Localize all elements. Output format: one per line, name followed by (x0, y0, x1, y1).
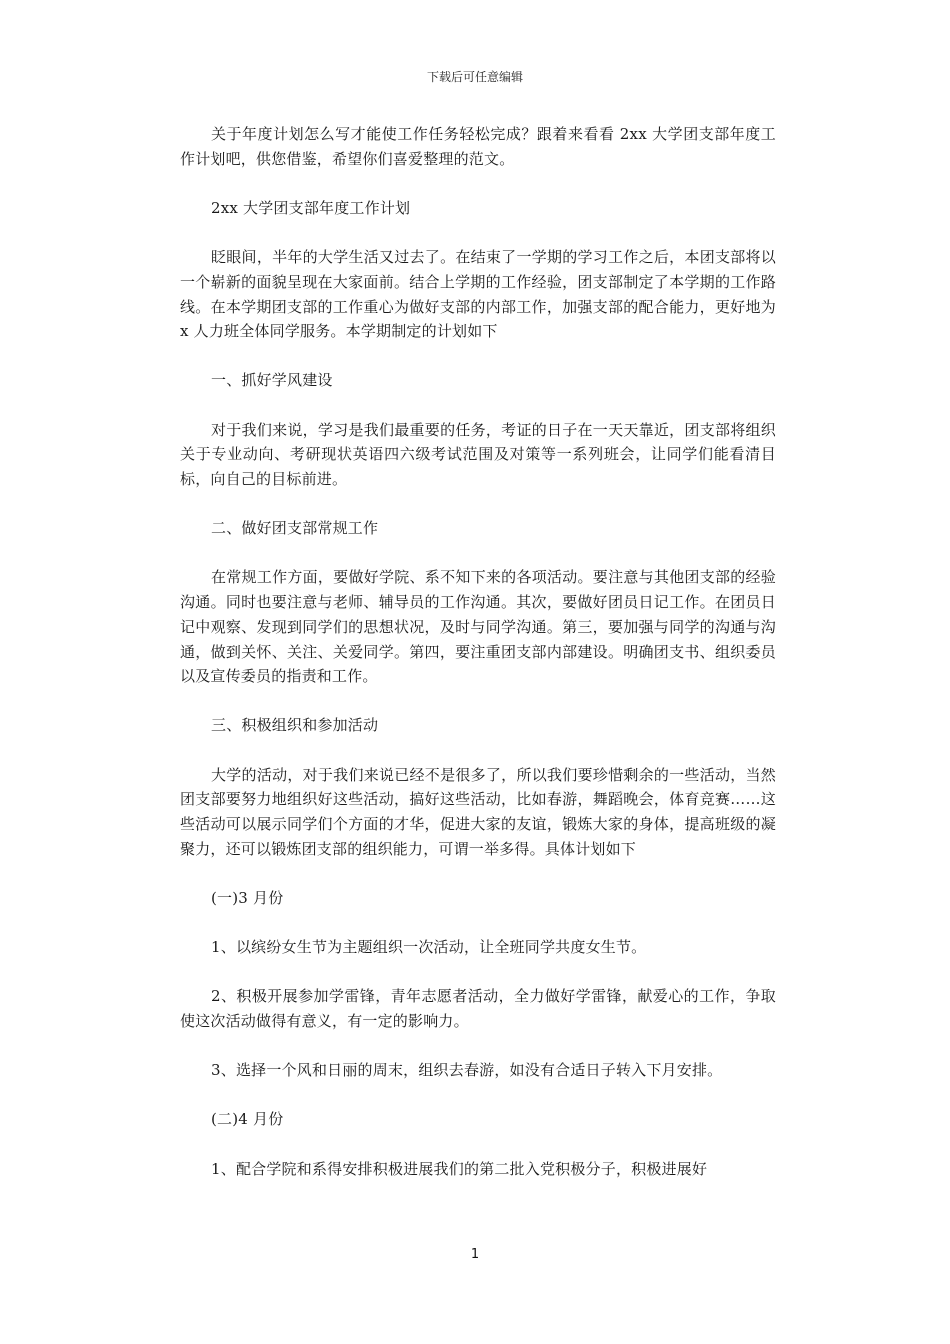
subheading-april: (二)4 月份 (211, 1110, 284, 1129)
section-3-paragraph: 大学的活动，对于我们来说已经不是很多了，所以我们要珍惜剩余的一些活动，当然团支部要努力地组织好这些活动，搞好这些活动，比如春游，舞蹈晚会，体育竞赛……这些活动可以展示同学们个方面的才华，促进大家的友谊，锻炼大家的身体，提高班级的凝聚力，还可以锻炼团支部的组织能力，可谓一举多得。具体计划如下 (180, 765, 776, 858)
section-heading-2: 二、做好团支部常规工作 (211, 519, 379, 538)
page-number: 1 (470, 1247, 480, 1262)
march-item-2: 2、积极开展参加学雷锋，青年志愿者活动，全力做好学雷锋，献爱心的工作，争取使这次活动做得有意义，有一定的影响力。 (180, 987, 776, 1031)
section-heading-3: 三、积极组织和参加活动 (211, 716, 379, 735)
subheading-march: (一)3 月份 (211, 888, 284, 907)
march-item-3: 3、选择一个风和日丽的周末，组织去春游，如没有合适日子转入下月安排。 (211, 1061, 723, 1080)
page-header: 下载后可任意编辑 (426, 70, 523, 84)
document-title: 2xx 大学团支部年度工作计划 (211, 198, 411, 217)
section-heading-1: 一、抓好学风建设 (211, 371, 333, 390)
section-2-paragraph: 在常规工作方面，要做好学院、系不知下来的各项活动。要注意与其他团支部的经验沟通。同时也要注意与老师、辅导员的工作沟通。其次，要做好团员日记工作。在团员日记中观察、发现到同学们的思想状况，及时与同学沟通。第三，要加强与同学的沟通与沟通，做到关怀、关注、关爱同学。第四，要注重团支部内部建设。明确团支书、组织委员以及宣传委员的指责和工作。 (180, 568, 776, 686)
section-1-paragraph: 对于我们来说，学习是我们最重要的任务，考证的日子在一天天靠近，团支部将组织关于专业动向、考研现状英语四六级考试范围及对策等一系列班会，让同学们能看清目标，向自己的目标前进。 (180, 420, 776, 489)
opening-paragraph: 眨眼间，半年的大学生活又过去了。在结束了一学期的学习工作之后，本团支部将以一个崭新的面貌呈现在大家面前。结合上学期的工作经验，团支部制定了本学期的工作路线。在本学期团支部的工作重心为做好支部的内部工作，加强支部的配合能力，更好地为 x 人力班全体同学服务。本学期制定的计划如下 (180, 248, 776, 341)
march-item-1: 1、以缤纷女生节为主题组织一次活动，让全班同学共度女生节。 (211, 938, 647, 957)
intro-paragraph: 关于年度计划怎么写才能使工作任务轻松完成？跟着来看看 2xx 大学团支部年度工作计划吧，供您借鉴，希望你们喜爱整理的范文。 (180, 125, 776, 168)
april-item-1: 1、配合学院和系得安排积极进展我们的第二批入党积极分子，积极进展好 (211, 1159, 708, 1178)
document-body (180, 122, 776, 1206)
